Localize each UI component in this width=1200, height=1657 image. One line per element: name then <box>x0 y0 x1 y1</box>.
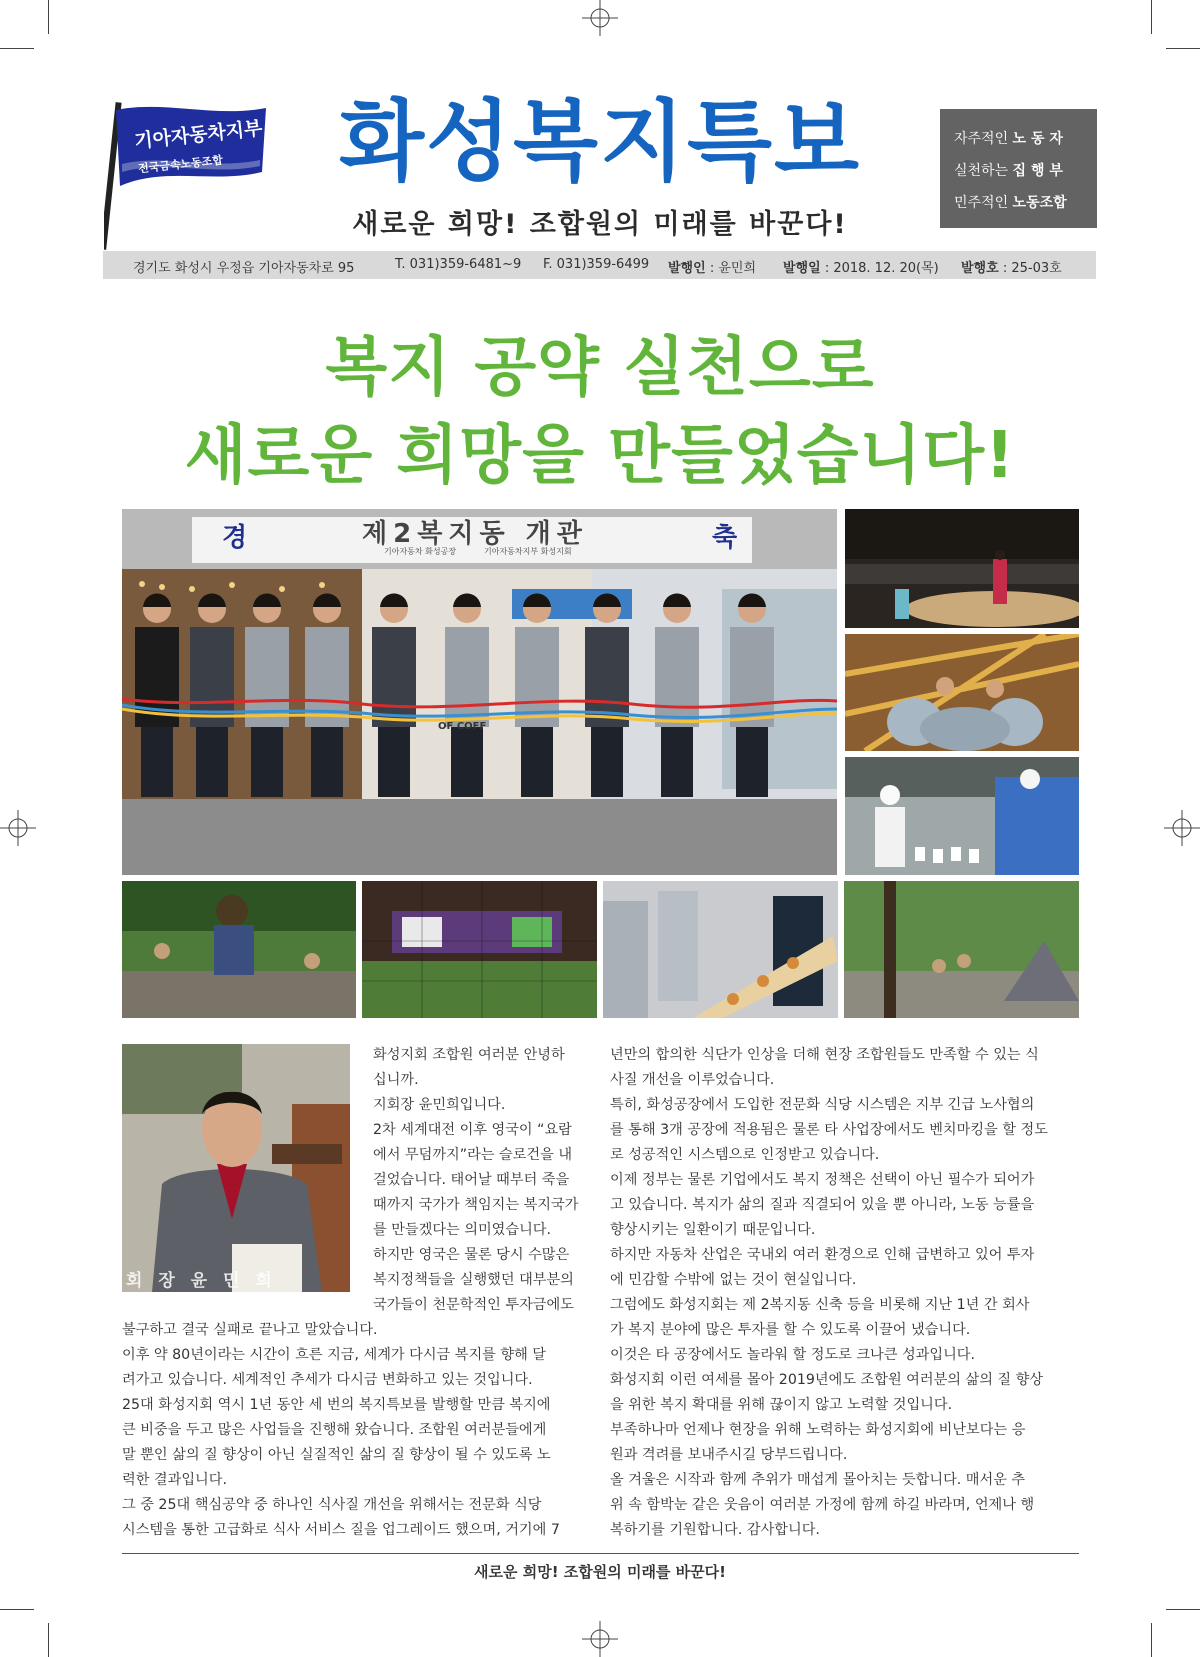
article-line: 걸었습니다. 태어날 때부터 죽을 <box>373 1172 570 1188</box>
flag-union-name: 기아자동차지부 <box>133 117 264 153</box>
article-line: 큰 비중을 두고 많은 사업들을 진행해 왔습니다. 조합원 여러분들에게 <box>122 1422 547 1438</box>
article-line: 를 만들겠다는 의미였습니다. <box>373 1222 551 1238</box>
performance-photo <box>845 509 1079 628</box>
banner-right-char: 축 <box>712 523 738 553</box>
article-line: 가 복지 분야에 많은 투자를 할 수 있도록 이끌어 냈습니다. <box>610 1322 971 1338</box>
flag-union-subname: 전국금속노동조합 <box>137 153 224 176</box>
headline-line-2: 새로운 희망을 만들었습니다! <box>184 419 1016 493</box>
article-line: 에서 무덤까지”라는 슬로건을 내 <box>373 1147 573 1163</box>
newsletter-title: 화성복지특보 <box>338 90 862 193</box>
article-line: 복하기를 기원합니다. 감사합니다. <box>610 1522 820 1538</box>
issue-number: 발행호 : 25-03호 <box>961 261 1062 276</box>
cafe-sign: OF COFF <box>438 721 487 732</box>
article-line: 시스템을 통한 고급화로 식사 서비스 질을 업그레이드 했으며, 거기에 7 <box>122 1522 560 1538</box>
article-line: 이것은 타 공장에서도 놀라워 할 정도로 크나큰 성과입니다. <box>610 1347 976 1363</box>
portrait-caption: 회 장 윤 민 희 <box>126 1271 277 1291</box>
article-line: 불구하고 결국 실패로 끝나고 말았습니다. <box>122 1322 378 1338</box>
article-line: 향상시키는 일환이기 때문입니다. <box>610 1222 816 1238</box>
cooking-class-photo <box>845 757 1079 875</box>
article-line: 올 겨울은 시작과 함께 추위가 매섭게 몰아치는 듯합니다. 매서운 추 <box>610 1472 1026 1488</box>
footer-rule <box>122 1553 1079 1554</box>
article-line: 25대 화성지회 역시 1년 동안 세 번의 복지특보를 발행할 만큼 복지에 <box>122 1397 551 1413</box>
article-line: 복지정책들을 실행했던 대부분의 <box>373 1272 574 1288</box>
motto-line-2: 실천하는 집 행 부 <box>954 163 1063 179</box>
article-line: 국가들이 천문학적인 투자금에도 <box>373 1297 574 1313</box>
banner-title: 제2복지동 개관 <box>362 519 588 549</box>
president-portrait <box>122 1044 350 1292</box>
article-line: 이후 약 80년이라는 시간이 흐른 지금, 세계가 다시금 복지를 향해 달 <box>122 1347 546 1363</box>
article-line: 년만의 합의한 식단가 인상을 더해 현장 조합원들도 만족할 수 있는 식 <box>610 1047 1039 1063</box>
article-line: 화성지회 이런 여세를 몰아 2019년에도 조합원 여러분의 삶의 질 향상 <box>610 1372 1044 1388</box>
motto-box <box>940 109 1097 228</box>
banner-left-char: 경 <box>222 523 248 553</box>
article-line: 고 있습니다. 복지가 삶의 질과 직결되어 있을 뿐 아니라, 노동 능률을 <box>610 1197 1035 1213</box>
article-line: 그럼에도 화성지회는 제 2복지동 신축 등을 비롯해 지난 1년 간 회사 <box>610 1297 1030 1313</box>
fax: F. 031)359-6499 <box>543 257 650 272</box>
article-line: 십니까. <box>373 1072 419 1088</box>
article-line: 화성지회 조합원 여러분 안녕하 <box>373 1047 565 1063</box>
article-line: 특히, 화성공장에서 도입한 전문화 식당 시스템은 지부 긴급 노사협의 <box>610 1097 1035 1113</box>
article-line: 2차 세계대전 이후 영국이 “요람 <box>373 1122 572 1138</box>
article-line: 로 성공적인 시스템으로 인정받고 있습니다. <box>610 1147 880 1163</box>
publisher: 발행인 : 윤민희 <box>668 261 757 276</box>
footer-slogan: 새로운 희망! 조합원의 미래를 바꾼다! <box>474 1563 726 1581</box>
article-line: 하지만 자동차 산업은 국내외 여러 환경으로 인해 급변하고 있어 투자 <box>610 1247 1035 1263</box>
article-line: 이제 정부는 물론 기업에서도 복지 정책은 선택이 아닌 필수가 되어가 <box>610 1172 1035 1188</box>
union-flag-logo <box>104 100 274 250</box>
buffet-service-photo <box>603 881 838 1018</box>
forest-outing-photo <box>122 881 356 1018</box>
article-line: 그 중 25대 핵심공약 중 하나인 식사질 개선을 위해서는 전문화 식당 <box>122 1497 542 1513</box>
publish-date: 발행일 : 2018. 12. 20(목) <box>783 261 939 276</box>
article-line: 를 통해 3개 공장에 적용됨은 물론 타 사업장에서도 벤치마킹을 할 정도 <box>610 1122 1048 1138</box>
article-line: 에 민감할 수밖에 없는 것이 현실입니다. <box>610 1272 857 1288</box>
article-line: 하지만 영국은 물론 당시 수많은 <box>373 1247 570 1263</box>
motto-line-3: 민주적인 노동조합 <box>954 195 1067 211</box>
article-line: 력한 결과입니다. <box>122 1472 227 1488</box>
article-line: 사질 개선을 이루었습니다. <box>610 1072 775 1088</box>
camping-photo <box>844 881 1079 1018</box>
amusement-park-photo <box>845 634 1079 751</box>
article-line: 부족하나마 언제나 현장을 위해 노력하는 화성지회에 비난보다는 응 <box>610 1422 1026 1438</box>
motto-line-1: 자주적인 노 동 자 <box>954 131 1063 147</box>
article-line: 때까지 국가가 책임지는 복지국가 <box>373 1197 579 1213</box>
article-line: 을 위한 복지 확대를 위해 끊이지 않고 노력할 것입니다. <box>610 1397 953 1413</box>
headline-line-1: 복지 공약 실천으로 <box>325 331 875 405</box>
ribbon-cutting-photo <box>122 509 837 875</box>
article-line: 위 속 함박눈 같은 웃음이 여러분 가정에 함께 하길 바라며, 언제나 행 <box>610 1497 1035 1513</box>
banner-sub-logo-2: 기아자동차지부 화성지회 <box>484 547 572 556</box>
newsletter-subtitle: 새로운 희망! 조합원의 미래를 바꾼다! <box>352 209 848 240</box>
baseball-stadium-photo <box>362 881 597 1018</box>
telephone: T. 031)359-6481~9 <box>395 257 522 272</box>
article-line: 려가고 있습니다. 세계적인 추세가 다시금 변화하고 있는 것입니다. <box>122 1372 533 1388</box>
article-line: 말 뿐인 삶의 질 향상이 아닌 실질적인 삶의 질 향상이 될 수 있도록 노 <box>122 1447 551 1463</box>
article-line: 원과 격려를 보내주시길 당부드립니다. <box>610 1447 848 1463</box>
article-line: 지회장 윤민희입니다. <box>373 1097 506 1113</box>
banner-sub-logo-1: 기아자동차 화성공장 <box>384 547 457 556</box>
address: 경기도 화성시 우정읍 기아자동차로 95 <box>133 261 355 276</box>
publication-info-bar <box>103 251 1096 279</box>
